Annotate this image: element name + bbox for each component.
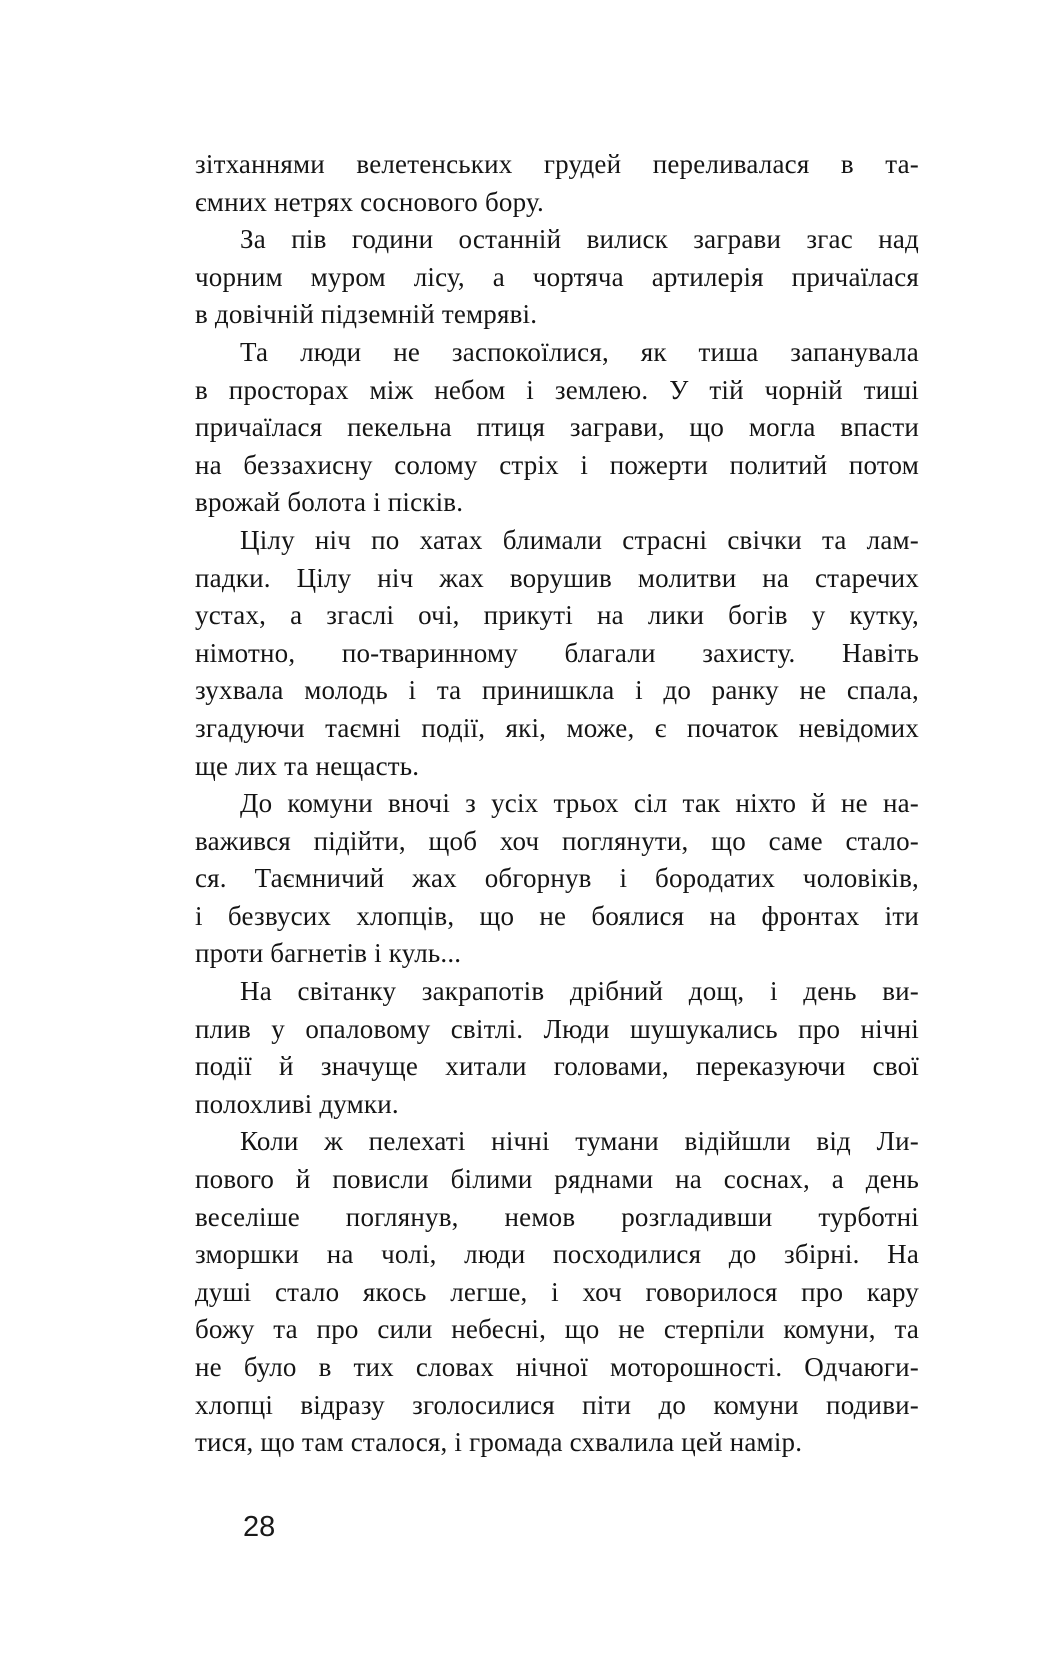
text-line: падки. Цілу ніч жах ворушив молитви на старечих	[195, 562, 919, 593]
text-line: полохливі думки.	[195, 1088, 399, 1119]
text-line: ще лих та нещасть.	[195, 750, 420, 781]
text-line: хлопці відразу зголосилися піти до комуни подиви-	[195, 1389, 919, 1420]
text-line: зморшки на чолі, люди посходилися до збірні. На	[195, 1239, 919, 1270]
text-line: чорним муром лісу, а чортяча артилерія причаїлася	[195, 261, 919, 292]
text-line: в довічній підземній темряві.	[195, 299, 538, 330]
text-line: причаїлася пекельна птиця заграви, що могла впасти	[195, 412, 919, 443]
text-line: не було в тих словах нічної моторошності. Одчаюги-	[195, 1352, 919, 1382]
text-line: устах, а згаслі очі, прикуті на лики богів у кутку,	[195, 600, 919, 631]
text-line: Цілу ніч по хатах блимали страсні свічки та лам-	[240, 524, 919, 555]
text-line: ємних нетрях соснового бору.	[195, 186, 544, 217]
text-line: на беззахисну солому стріх і пожерти политий потом	[195, 449, 919, 480]
text-line: зітханнями велетенських грудей переливалася в та-	[195, 149, 919, 179]
text-line: проти багнетів і куль...	[195, 938, 462, 969]
text-line: ся. Таємничий жах обгорнув і бородатих чоловіків,	[195, 863, 919, 894]
text-line: Коли ж пелехаті нічні тумани відійшли від Ли-	[240, 1126, 919, 1157]
text-line: тися, що там сталося, і громада схвалила цей намір.	[195, 1427, 803, 1458]
text-line: божу та про сили небесні, що не стерпіли комуни, та	[195, 1314, 919, 1345]
text-line: плив у опаловому світлі. Люди шушукались про нічні	[195, 1013, 919, 1044]
text-line: зухвала молодь і та принишкла і до ранку не спала,	[195, 675, 919, 706]
text-block	[195, 146, 919, 1462]
text-line: душі стало якось легше, і хоч говорилося про кару	[195, 1276, 919, 1307]
text-line: веселіше поглянув, немов розгладивши турботні	[195, 1201, 919, 1232]
text-line: пового й повисли білими ряднами на соснах, а день	[195, 1164, 919, 1195]
text-line: Та люди не заспокоїлися, як тиша запанувала	[240, 336, 919, 367]
page-number: 28	[243, 1511, 276, 1543]
text-line: До комуни вночі з усіх трьох сіл так ніхто й не на-	[240, 788, 919, 819]
text-line: За пів години останній вилиск заграви згас над	[240, 224, 919, 255]
text-line: згадуючи таємні події, які, може, є початок невідомих	[195, 712, 919, 743]
text-line: і безвусих хлопців, що не боялися на фронтах іти	[195, 900, 919, 931]
text-line: в просторах між небом і землею. У тій чорній тиші	[195, 374, 919, 405]
text-line: німотно, по-тваринному благали захисту. Навіть	[195, 637, 919, 668]
text-line: події й значуще хитали головами, переказуючи свої	[195, 1051, 919, 1082]
text-line: На світанку закрапотів дрібний дощ, і день ви-	[240, 976, 919, 1007]
text-line: врожай болота і пісків.	[195, 487, 464, 518]
text-line: важився підійти, щоб хоч поглянути, що саме стало-	[195, 825, 919, 856]
